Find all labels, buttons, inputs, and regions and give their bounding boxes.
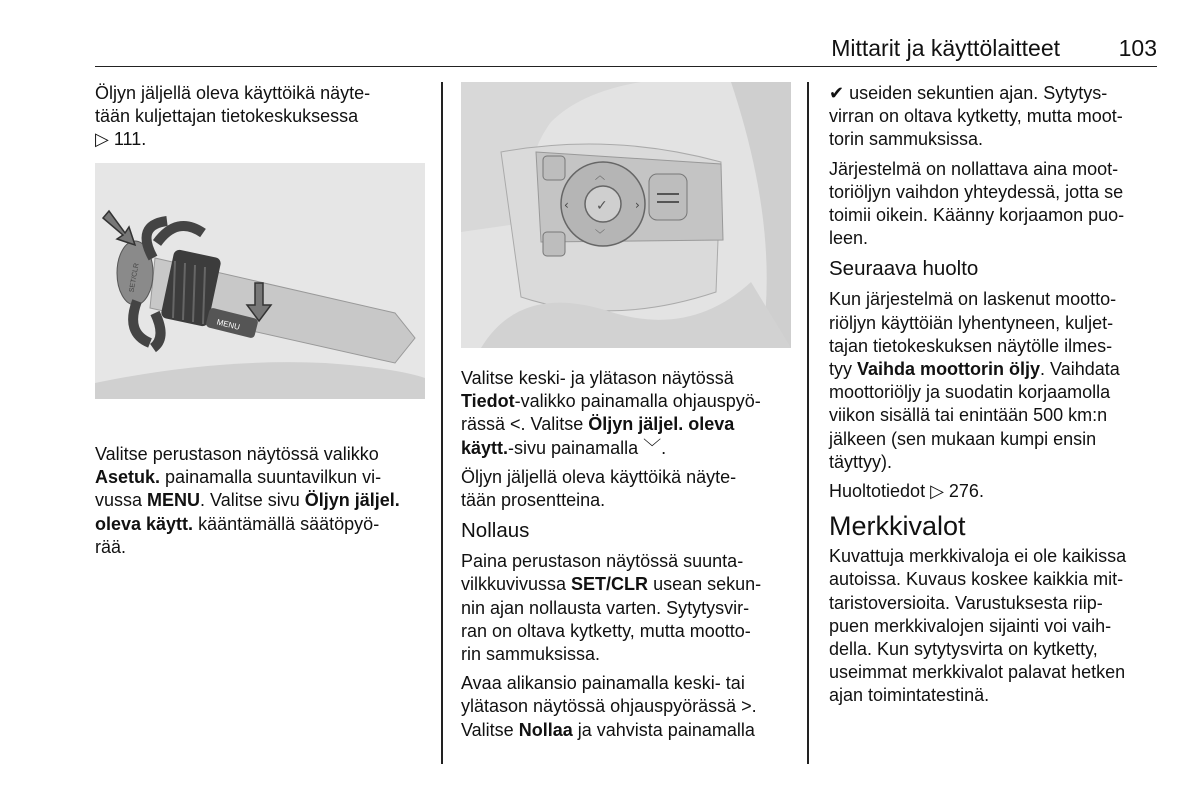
column-1: [95, 82, 430, 158]
right-icon: ›: [635, 198, 640, 212]
text-line: Kun järjestelmä on laskenut mootto-: [829, 289, 1117, 310]
text-line: ran on oltava kytketty, mutta mootto-: [461, 620, 751, 641]
text-line: moottoriöljy ja suodatin korjaamolla: [829, 382, 1111, 403]
text-line: tään prosentteina.: [461, 490, 606, 511]
column-2-body: [461, 367, 796, 748]
continuation-paragraph: [829, 82, 1159, 152]
message-term: Vaihda moottorin öljy: [857, 359, 1041, 380]
text-line: virran on oltava kytketty, mutta moot-: [829, 106, 1123, 127]
reset-paragraph: [461, 550, 796, 666]
text-line: rässä <. Valitse: [461, 414, 584, 435]
menu-button-label: MENU: [215, 317, 241, 332]
text-line: vussa: [95, 490, 143, 511]
reset-note-paragraph: [829, 158, 1159, 251]
text-line: Valitse keski- ja ylätason näytössä: [461, 368, 734, 388]
menu-term: Öljyn jäljel.: [304, 490, 400, 511]
instruction-paragraph: [461, 367, 796, 460]
text-line: Avaa alikansio painamalla keski- tai: [461, 673, 745, 694]
text-line: tyy: [829, 359, 853, 380]
text-line: usean sekun-: [653, 574, 762, 595]
up-icon: ︿: [595, 171, 605, 182]
text-line: ja vahvista painamalla: [577, 719, 755, 740]
text-line: nin ajan nollausta varten. Sytytysvir-: [461, 597, 750, 618]
text-line: della. Kun sytytysvirta on kytketty,: [829, 639, 1098, 660]
text-line: täyttyy).: [829, 451, 893, 472]
menu-term: MENU: [147, 490, 201, 511]
ok-check-icon: ✓: [596, 198, 608, 214]
menu-term: oleva käytt.: [95, 513, 194, 534]
text-line: autoissa. Kuvaus koskee kaikkia mit-: [829, 569, 1124, 590]
text-line: Paina perustason näytössä suunta-: [461, 551, 744, 572]
submenu-paragraph: [461, 672, 796, 742]
text-line: . Vaihdata: [1040, 359, 1120, 380]
text-line: toimii oikein. Käänny korjaamon puo-: [829, 205, 1125, 226]
text-line: vilkkuvivussa: [461, 574, 567, 595]
chapter-title: Mittarit ja käyttölaitteet: [831, 35, 1060, 61]
text-line: Valitse: [461, 719, 514, 740]
text-line: Öljyn jäljellä oleva käyttöikä näyte-: [95, 83, 371, 103]
down-icon: ﹀: [595, 230, 605, 241]
text-line: viikon sisällä tai enintään 500 km:n: [829, 405, 1108, 426]
text-line: tään kuljettajan tietokeskuksessa: [95, 106, 359, 127]
left-icon: ‹: [564, 198, 569, 212]
section-heading-merkkivalot: Merkkivalot: [829, 511, 966, 542]
section-heading-nollaus: Nollaus: [461, 519, 530, 543]
text-line: ylätason näytössä ohjauspyörässä >.: [461, 696, 757, 717]
text-line: rin sammuksissa.: [461, 644, 601, 665]
info-paragraph: [461, 466, 796, 512]
text-line: painamalla suuntavilkun vi-: [165, 467, 382, 488]
column-divider: [441, 82, 443, 764]
menu-term: käytt.: [461, 437, 509, 458]
text-line: useimmat merkkivalot palavat hetken: [829, 662, 1126, 683]
set-clr-label: SET/CLR: [128, 262, 141, 293]
page-number: 103: [1118, 35, 1157, 61]
text-line: jälkeen (sen mukaan kumpi ensin: [829, 428, 1097, 449]
page-reference-link[interactable]: ▷ 111.: [95, 129, 147, 150]
text-line: rää.: [95, 536, 127, 557]
column-3: [829, 82, 1159, 714]
service-paragraph: [829, 288, 1159, 474]
text-line: . Valitse sivu: [200, 490, 300, 511]
text-line: ajan toimintatestinä.: [829, 685, 990, 706]
text-line: leen.: [829, 228, 869, 249]
text-line: taristoversioita. Varustuksesta riip-: [829, 592, 1103, 613]
page-header: [95, 30, 1157, 67]
section-heading-seuraava-huolto: Seuraava huolto: [829, 257, 979, 281]
service-info-reference[interactable]: [829, 480, 1159, 503]
menu-term: Öljyn jäljel. oleva: [588, 414, 735, 435]
text-line: Öljyn jäljellä oleva käyttöikä näyte-: [461, 466, 737, 487]
text-line: ✔ useiden sekuntien ajan. Sytytys-: [829, 83, 1108, 103]
steering-wheel-controls-illustration: [461, 82, 791, 348]
text-line: toriöljyn vaihdon yhteydessä, jotta se: [829, 181, 1124, 202]
text-line: torin sammuksissa.: [829, 129, 984, 150]
indicator-lights-paragraph: [829, 545, 1159, 707]
text-line: -valikko painamalla ohjauspyö-: [514, 391, 761, 412]
text-line: Kuvattuja merkkivaloja ei ole kaikissa: [829, 546, 1127, 567]
menu-term: Nollaa: [518, 719, 573, 740]
text-line: puen merkkivalojen sijainti voi vaih-: [829, 615, 1112, 636]
column-1-body: [95, 443, 435, 565]
column-divider: [807, 82, 809, 764]
page-reference-link[interactable]: Huoltotiedot ▷ 276.: [829, 481, 984, 502]
text-line: tajan tietokeskuksen näytölle ilmes-: [829, 335, 1113, 356]
instruction-paragraph: [95, 443, 435, 559]
text-line: riöljyn käyttöiän lyhentyneen, kuljet-: [829, 312, 1114, 333]
turn-signal-lever-illustration: [95, 163, 425, 399]
menu-term: SET/CLR: [571, 574, 649, 595]
text-line: -sivu painamalla ﹀.: [508, 437, 667, 458]
intro-paragraph: [95, 82, 430, 152]
text-line: Valitse perustason näytössä valikko: [95, 444, 379, 464]
menu-term: Tiedot: [461, 391, 515, 412]
menu-term: Asetuk.: [95, 467, 161, 488]
text-line: Järjestelmä on nollattava aina moot-: [829, 158, 1119, 179]
text-line: kääntämällä säätöpyö-: [198, 513, 380, 534]
